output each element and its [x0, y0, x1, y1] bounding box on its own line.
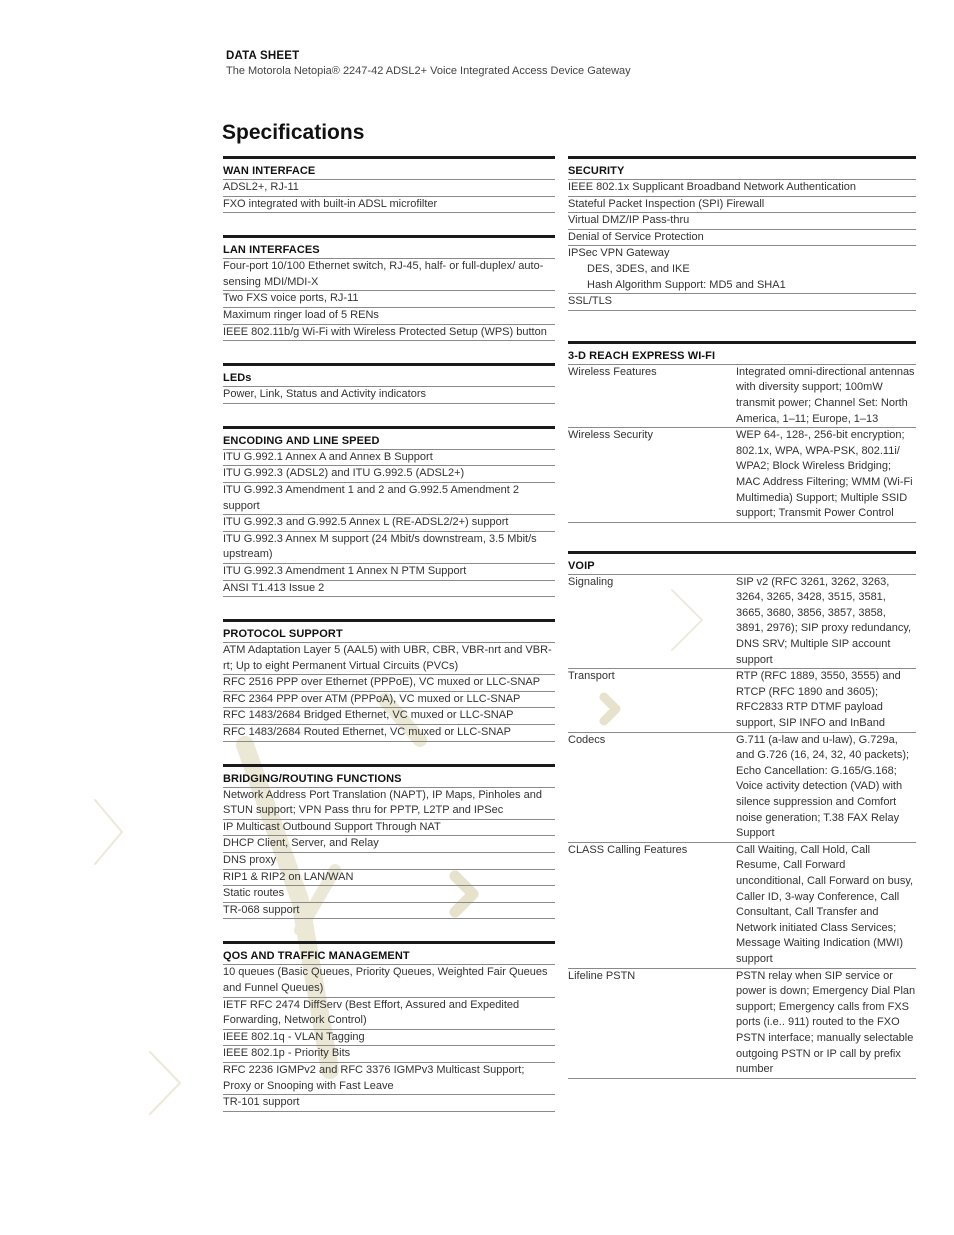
section-title: QOS AND TRAFFIC MANAGEMENT	[223, 944, 555, 965]
spec-row	[568, 733, 916, 843]
section-title: LEDs	[223, 366, 555, 387]
spec-row-value: RTP (RFC 1889, 3550, 3555) and RTCP (RFC 1890 and 3605); RFC2833 RTP DTMF payload support, SIP INFO and InBand	[736, 670, 901, 730]
spec-row-label: Lifeline PSTN	[568, 969, 636, 982]
spec-item: ITU G.992.3 Annex M support (24 Mbit/s downstream, 3.5 Mbit/s upstream)	[223, 532, 555, 564]
spec-item: Static routes	[223, 886, 555, 903]
spec-item: RFC 2364 PPP over ATM (PPPoA), VC muxed or LLC-SNAP	[223, 692, 555, 709]
spec-row-label: CLASS Calling Features	[568, 843, 688, 856]
spec-item: Maximum ringer load of 5 RENs	[223, 308, 555, 325]
spec-row	[568, 575, 916, 670]
spec-item: RIP1 & RIP2 on LAN/WAN	[223, 870, 555, 887]
spec-item: ITU G.992.3 and G.992.5 Annex L (RE-ADSL2/2+) support	[223, 515, 555, 532]
spec-item-ipsec-ciphers: DES, 3DES, and IKE	[587, 262, 690, 275]
spec-row-label: Signaling	[568, 575, 614, 588]
page-title: Specifications	[222, 121, 365, 144]
spec-item: ITU G.992.3 Amendment 1 Annex N PTM Support	[223, 564, 555, 581]
spec-row	[568, 428, 916, 523]
spec-section-encoding-and-line-speed	[223, 426, 555, 597]
spec-item: Denial of Service Protection	[568, 230, 916, 247]
section-title: WAN INTERFACE	[223, 159, 555, 180]
spec-row-label: Transport	[568, 670, 615, 683]
spec-item: ATM Adaptation Layer 5 (AAL5) with UBR, CBR, VBR-nrt and VBR-rt; Up to eight Permanent Virtual Circuits (PVCs)	[223, 643, 555, 675]
spec-row	[568, 969, 916, 1079]
spec-item: IEEE 802.1q - VLAN Tagging	[223, 1030, 555, 1047]
spec-item-ipsec: IPSec VPN Gateway	[568, 247, 670, 260]
spec-item: RFC 2236 IGMPv2 and RFC 3376 IGMPv3 Multicast Support; Proxy or Snooping with Fast Leave	[223, 1063, 555, 1095]
spec-row	[568, 669, 916, 732]
spec-row-label: Wireless Features	[568, 365, 657, 378]
spec-item: IEEE 802.1x Supplicant Broadband Network Authentication	[568, 180, 916, 197]
spec-section-protocol-support	[223, 619, 555, 742]
spec-row-label: Wireless Security	[568, 429, 653, 442]
header-label: DATA SHEET	[226, 50, 300, 62]
spec-item: DHCP Client, Server, and Relay	[223, 836, 555, 853]
spec-item: 10 queues (Basic Queues, Priority Queues, Weighted Fair Queues and Funnel Queues)	[223, 965, 555, 997]
spec-item: ADSL2+, RJ-11	[223, 180, 555, 197]
spec-item: Stateful Packet Inspection (SPI) Firewall	[568, 197, 916, 214]
spec-item: RFC 1483/2684 Bridged Ethernet, VC muxed or LLC-SNAP	[223, 708, 555, 725]
spec-row-value: Integrated omni-directional antennas with diversity support; 100mW transmit power; Channel Set: North America, 1–11; Europe, 1–13	[736, 365, 915, 425]
spec-row-value: WEP 64-, 128-, 256-bit encryption; 802.1x, WPA, WPA-PSK, 802.11i/ WPA2; Block Wireless Bridging; MAC Address Filtering; WMM (Wi-Fi Multimedia) Support; Multiple SSID support; Transmit Power Control	[736, 429, 913, 520]
section-title: SECURITY	[568, 159, 916, 180]
spec-section-wifi	[568, 341, 916, 523]
spec-section-security	[568, 156, 916, 311]
section-title: BRIDGING/ROUTING FUNCTIONS	[223, 767, 555, 788]
spec-item: IEEE 802.11b/g Wi-Fi with Wireless Protected Setup (WPS) button	[223, 325, 555, 342]
spec-item: ITU G.992.1 Annex A and Annex B Support	[223, 450, 555, 467]
spec-row	[568, 843, 916, 969]
spec-item: RFC 1483/2684 Routed Ethernet, VC muxed or LLC-SNAP	[223, 725, 555, 742]
section-title: 3-D REACH EXPRESS WI-FI	[568, 344, 916, 365]
spec-item: IP Multicast Outbound Support Through NAT	[223, 820, 555, 837]
spec-section-bridging-routing-functions	[223, 764, 555, 920]
spec-item: IETF RFC 2474 DiffServ (Best Effort, Assured and Expedited Forwarding, Network Control)	[223, 998, 555, 1030]
spec-item: Network Address Port Translation (NAPT), IP Maps, Pinholes and STUN support; VPN Pass thru for PPTP, L2TP and IPSec	[223, 788, 555, 820]
spec-section-leds	[223, 363, 555, 404]
spec-item: ITU G.992.3 (ADSL2) and ITU G.992.5 (ADSL2+)	[223, 466, 555, 483]
spec-section-wan-interface	[223, 156, 555, 213]
right-column	[568, 156, 916, 1101]
spec-row	[568, 365, 916, 428]
spec-item: RFC 2516 PPP over Ethernet (PPPoE), VC muxed or LLC-SNAP	[223, 675, 555, 692]
spec-item: IEEE 802.1p - Priority Bits	[223, 1046, 555, 1063]
document-header	[226, 50, 631, 77]
header-subtitle: The Motorola Netopia® 2247-42 ADSL2+ Voice Integrated Access Device Gateway	[226, 65, 631, 77]
spec-item-ssl: SSL/TLS	[568, 294, 916, 311]
spec-row-value: G.711 (a-law and u-law), G.729a, and G.726 (16, 24, 32, 40 packets); Echo Cancellation: G.165/G.168; Voice activity detection (VAD) with silence suppression and Comfort noise generation; T.38 FAX Relay Support	[736, 733, 910, 840]
spec-row-value: SIP v2 (RFC 3261, 3262, 3263, 3264, 3265, 3428, 3515, 3581, 3665, 3680, 3856, 3857, 3858, 3891, 2976); SIP proxy redundancy, DNS SRV; Multiple SIP account support	[736, 575, 912, 666]
spec-item: Two FXS voice ports, RJ-11	[223, 291, 555, 308]
spec-section-lan-interfaces	[223, 235, 555, 341]
section-title: LAN INTERFACES	[223, 238, 555, 259]
spec-item: TR-068 support	[223, 903, 555, 920]
spec-item: ITU G.992.3 Amendment 1 and 2 and G.992.5 Amendment 2 support	[223, 483, 555, 515]
section-title: VOIP	[568, 554, 916, 575]
left-column	[223, 156, 555, 1134]
spec-item: ANSI T1.413 Issue 2	[223, 581, 555, 598]
spec-item: FXO integrated with built-in ADSL microfilter	[223, 197, 555, 214]
spec-item: Four-port 10/100 Ethernet switch, RJ-45, half- or full-duplex/ auto-sensing MDI/MDI-X	[223, 259, 555, 291]
spec-row-value: PSTN relay when SIP service or power is down; Emergency Dial Plan support; Emergency calls from FXS ports (i.e.. 911) routed to the FXO PSTN interface; manually selectable outgoing PSTN or IP call by prefix number	[736, 969, 916, 1076]
spec-section-qos-and-traffic-management	[223, 941, 555, 1111]
spec-row-value: Call Waiting, Call Hold, Call Resume, Call Forward unconditional, Call Forward on busy, Caller ID, 3-way Conference, Call Consultant, Call Transfer and Network initiated Class Services; Message Waiting Indication (MWI) support	[736, 843, 914, 965]
spec-item: Power, Link, Status and Activity indicators	[223, 387, 555, 404]
spec-item: DNS proxy	[223, 853, 555, 870]
section-title: PROTOCOL SUPPORT	[223, 622, 555, 643]
spec-item-ipsec-hash: Hash Algorithm Support: MD5 and SHA1	[568, 278, 916, 295]
spec-item: TR-101 support	[223, 1095, 555, 1112]
spec-item: Virtual DMZ/IP Pass-thru	[568, 213, 916, 230]
spec-section-voip	[568, 551, 916, 1079]
spec-row-label: Codecs	[568, 733, 606, 746]
section-title: ENCODING AND LINE SPEED	[223, 429, 555, 450]
